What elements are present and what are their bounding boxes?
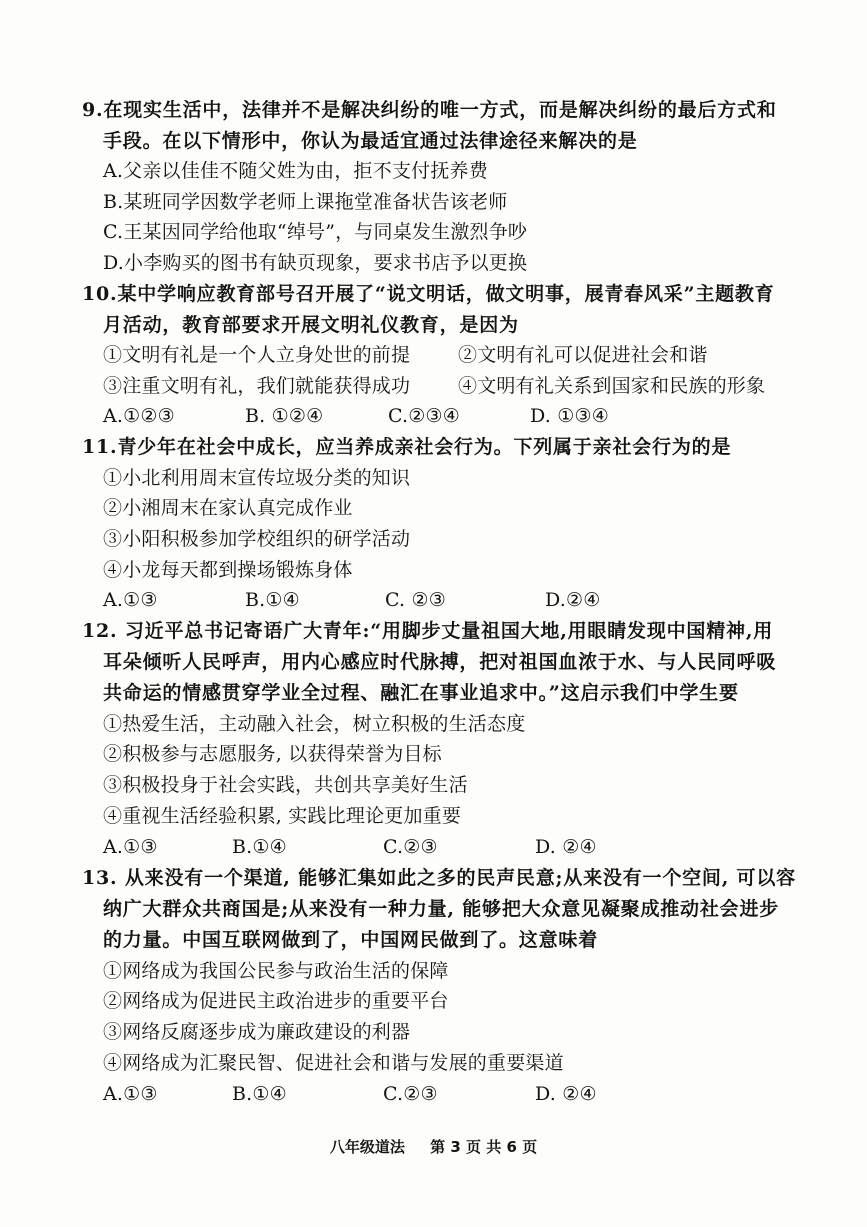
q12-choice-a: A.①③ — [103, 836, 158, 858]
q12-stem-line-3: 共命运的情感贯穿学业全过程、融汇在事业追求中。”这启示我们中学生要 — [103, 682, 739, 704]
q13-stem-line-3: 的力量。中国互联网做到了，中国网民做到了。这意味着 — [103, 929, 599, 951]
q9-stem-line-2: 手段。在以下情形中，你认为最适宜通过法律途径来解决的是 — [103, 130, 638, 152]
footer-page-number: 第 3 页 共 6 页 — [430, 1138, 538, 1156]
q9-option-d: D.小李购买的图书有缺页现象，要求书店予以更换 — [103, 252, 528, 274]
q12-stem-line-1: 12. 习近平总书记寄语广大青年:“用脚步丈量祖国大地,用眼睛发现中国精神,用 — [82, 620, 774, 642]
q12-item-2: ②积极参与志愿服务, 以获得荣誉为目标 — [103, 743, 442, 765]
q12-item-1: ①热爱生活，主动融入社会，树立积极的生活态度 — [103, 713, 526, 735]
q10-item-1: ①文明有礼是一个人立身处世的前提 — [103, 344, 411, 366]
q11-choice-c: C. ②③ — [385, 589, 447, 611]
q13-choice-d: D. ②④ — [535, 1083, 597, 1105]
q12-choice-d: D. ②④ — [535, 836, 597, 858]
q11-choice-b: B.①④ — [245, 589, 300, 611]
q11-item-4: ④小龙每天都到操场锻炼身体 — [103, 559, 353, 581]
q13-stem-line-1: 13. 从来没有一个渠道, 能够汇集如此之多的民声民意;从来没有一个空间, 可以容 — [82, 867, 796, 889]
q11-choice-d: D.②④ — [545, 589, 601, 611]
q10-choice-b: B. ①②④ — [245, 405, 324, 427]
q13-item-2: ②网络成为促进民主政治进步的重要平台 — [103, 990, 449, 1012]
q9-option-c: C.王某因同学给他取“绰号”，与同桌发生激烈争吵 — [103, 221, 528, 243]
q10-stem-line-2: 月活动，教育部要求开展文明礼仪教育，是因为 — [103, 314, 519, 336]
q13-choice-b: B.①④ — [232, 1083, 287, 1105]
q12-item-3: ③积极投身于社会实践，共创共享美好生活 — [103, 774, 468, 796]
q12-choice-c: C.②③ — [383, 836, 438, 858]
q11-item-1: ①小北利用周末宣传垃圾分类的知识 — [103, 467, 411, 489]
q13-item-4: ④网络成为汇聚民智、促进社会和谐与发展的重要渠道 — [103, 1052, 564, 1074]
q11-stem-line-1: 11.青少年在社会中成长，应当养成亲社会行为。下列属于亲社会行为的是 — [82, 436, 732, 458]
q10-choice-a: A.①②③ — [103, 405, 175, 427]
q10-item-2: ②文明有礼可以促进社会和谐 — [458, 344, 708, 366]
footer-subject: 八年级道法 — [329, 1138, 405, 1156]
q13-item-1: ①网络成为我国公民参与政治生活的保障 — [103, 960, 449, 982]
q10-stem-line-1: 10.某中学响应教育部号召开展了“说文明话，做文明事，展青春风采”主题教育 — [82, 283, 775, 305]
q10-item-3: ③注重文明有礼，我们就能获得成功 — [103, 375, 411, 397]
page-footer — [0, 1136, 867, 1157]
q10-item-4: ④文明有礼关系到国家和民族的形象 — [458, 375, 766, 397]
q12-stem-line-2: 耳朵倾听人民呼声，用内心感应时代脉搏，把对祖国血浓于水、与人民同呼吸 — [103, 651, 777, 673]
q13-choice-c: C.②③ — [383, 1083, 438, 1105]
q12-choice-b: B.①④ — [232, 836, 287, 858]
q9-stem-line-1: 9.在现实生活中，法律并不是解决纠纷的唯一方式，而是解决纠纷的最后方式和 — [82, 99, 777, 121]
q10-choice-d: D. ①③④ — [530, 405, 609, 427]
q13-choice-a: A.①③ — [103, 1083, 158, 1105]
q10-choice-c: C.②③④ — [388, 405, 460, 427]
q11-choice-a: A.①③ — [103, 589, 158, 611]
q13-item-3: ③网络反腐逐步成为廉政建设的利器 — [103, 1021, 411, 1043]
q11-item-2: ②小湘周末在家认真完成作业 — [103, 497, 353, 519]
q9-option-a: A.父亲以佳佳不随父姓为由，拒不支付抚养费 — [103, 160, 488, 182]
q12-item-4: ④重视生活经验积累, 实践比理论更加重要 — [103, 805, 462, 827]
q13-stem-line-2: 纳广大群众共商国是;从来没有一种力量, 能够把大众意见凝聚成推动社会进步 — [103, 898, 780, 920]
q11-item-3: ③小阳积极参加学校组织的研学活动 — [103, 528, 411, 550]
q9-option-b: B.某班同学因数学老师上课拖堂准备状告该老师 — [103, 191, 508, 213]
